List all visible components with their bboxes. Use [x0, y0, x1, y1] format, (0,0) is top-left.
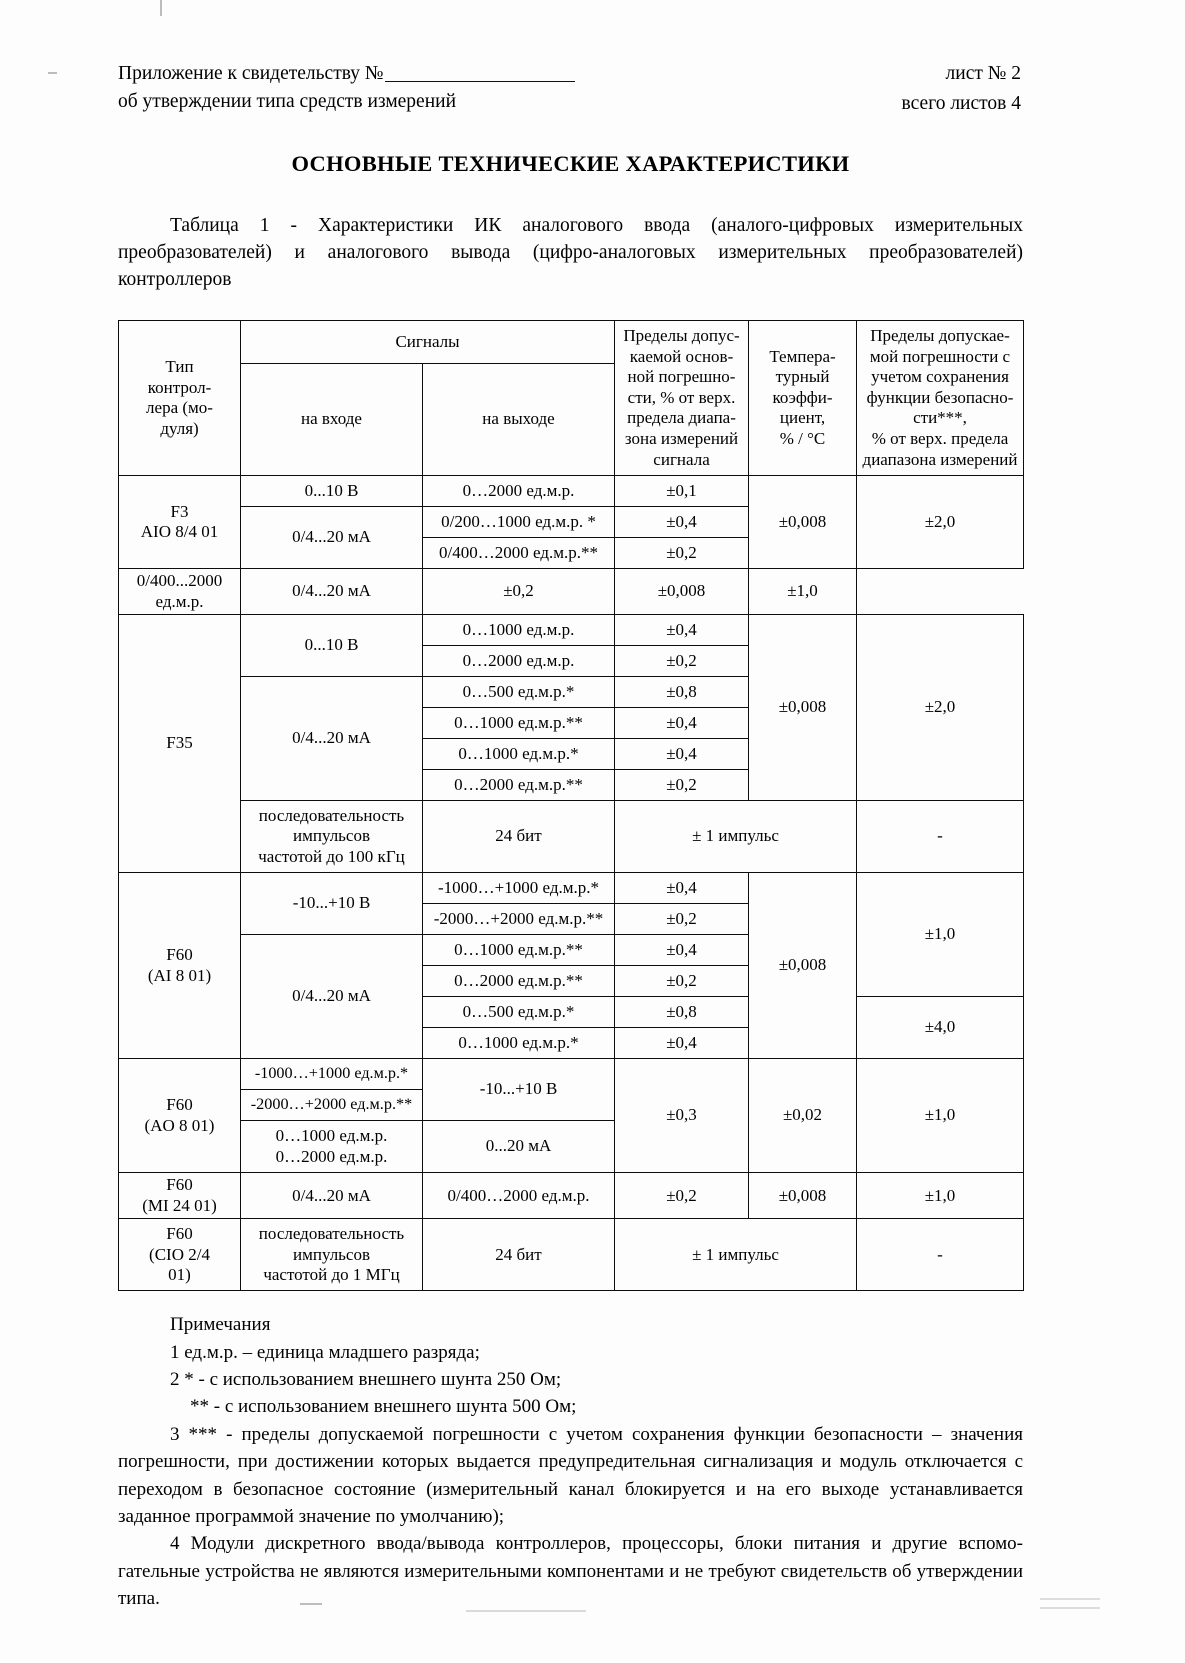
cell-output-signal: 0…2000 ед.м.р.	[423, 646, 615, 677]
note-item-2b: ** - с использованием внешнего шунта 500 Ом;	[190, 1396, 577, 1418]
header-line: Пределы допускае-	[870, 326, 1010, 346]
header-line: коэффи-	[772, 387, 833, 407]
cell-input-signal	[241, 1219, 423, 1291]
cell-input-signal: 0...10 В	[241, 615, 423, 677]
cell-output-signal: 0/200…1000 ед.м.р. *	[423, 507, 615, 538]
cell-controller-type	[119, 873, 241, 1059]
cell-safety-error: ±1,0	[857, 1173, 1024, 1219]
cell-output-signal: 0…500 ед.м.р.*	[423, 997, 615, 1028]
type-line: F60	[166, 1175, 193, 1195]
table-header-row-1	[119, 321, 1024, 364]
table-row	[119, 476, 1024, 507]
header-line: сигнала	[653, 449, 710, 469]
note-item-4: 4 Модули дискретного ввода/вывода контроллеров, процессоры, блоки питания и другие вспомогательные устройства не являются измерительными компонентами и не требуют свидетельств об утверждении типа.	[118, 1533, 1023, 1609]
input-line: импульсов	[292, 1244, 370, 1264]
scan-artifact	[48, 72, 57, 74]
cell-controller-type: F35	[119, 615, 241, 873]
table-row	[119, 801, 1024, 873]
scan-artifact	[1040, 1598, 1100, 1600]
col-header-controller-type	[119, 321, 241, 476]
header-line: дуля)	[160, 418, 199, 438]
table-body	[119, 476, 1024, 1291]
cell-main-error: ±0,2	[615, 538, 749, 569]
cell-output-signal: 0/4...20 мА	[241, 569, 423, 615]
input-line: 0…1000 ед.м.р.	[275, 1126, 388, 1146]
cell-output-signal: 0…1000 ед.м.р.**	[423, 935, 615, 966]
header-right-block	[902, 60, 1023, 117]
header-line: функции безопасно-	[866, 387, 1014, 407]
type-line: F60	[166, 1224, 193, 1243]
cell-output-signal: 0...20 мА	[423, 1121, 615, 1173]
header-line: Темпера-	[769, 346, 836, 366]
table-row	[119, 1219, 1024, 1291]
header-line: каемой основ-	[629, 346, 734, 366]
cell-output-signal: 0/400…2000 ед.м.р.	[423, 1173, 615, 1219]
cell-main-error: ±0,4	[615, 935, 749, 966]
cell-temp-coefficient: ±0,02	[749, 1059, 857, 1173]
header-line: Тип	[165, 356, 194, 376]
cell-output-signal: 24 бит	[423, 1219, 615, 1291]
input-line: последовательность	[258, 805, 405, 825]
certificate-reference-line	[118, 60, 678, 88]
table-row	[119, 615, 1024, 646]
table-caption: Таблица 1 - Характеристики ИК аналогового ввода (аналого-цифровых измерительных преобразователей) и аналогового вывода (цифро-аналоговых измерительных преобразователей) контроллеров	[118, 215, 1023, 291]
cell-output-signal: 0…500 ед.м.р.*	[423, 677, 615, 708]
cell-main-error: ±0,1	[615, 476, 749, 507]
certificate-number-blank	[385, 81, 575, 82]
cell-output-signal: 0…1000 ед.м.р.*	[423, 1028, 615, 1059]
header-line: диапазона измерений	[862, 449, 1018, 469]
document-header	[118, 60, 1023, 117]
sheet-total: всего листов 4	[901, 92, 1021, 114]
cell-safety-error: ±2,0	[857, 476, 1024, 569]
input-line: импульсов	[292, 826, 370, 846]
input-line: частотой до 100 кГц	[258, 847, 405, 866]
header-line: лера (мо-	[146, 398, 213, 418]
header-line: % / °C	[779, 428, 826, 448]
page-title: ОСНОВНЫЕ ТЕХНИЧЕСКИЕ ХАРАКТЕРИСТИКИ	[291, 151, 850, 177]
input-line: частотой до 1 МГц	[263, 1265, 400, 1285]
cell-main-error: ±0,4	[615, 873, 749, 904]
cell-output-signal: 0…2000 ед.м.р.**	[423, 770, 615, 801]
cell-safety-error: -	[857, 801, 1024, 873]
notes-title: Примечания	[170, 1314, 271, 1336]
type-line: F60	[166, 1095, 193, 1115]
table-row	[119, 569, 1024, 615]
header-line: турный	[775, 367, 830, 387]
cell-temp-coefficient: ±0,008	[749, 873, 857, 1059]
cell-temp-coefficient: ±0,008	[749, 615, 857, 801]
cell-output-signal: 0…1000 ед.м.р.*	[423, 739, 615, 770]
header-left-block	[118, 60, 678, 115]
cell-output-signal: 0…1000 ед.м.р.**	[423, 708, 615, 739]
cell-safety-error: ±4,0	[857, 997, 1024, 1059]
cell-output-signal: -2000…+2000 ед.м.р.**	[423, 904, 615, 935]
cell-controller-type	[119, 476, 241, 569]
cell-temp-coefficient: ±0,008	[749, 1173, 857, 1219]
header-line: предела диапа-	[627, 408, 736, 428]
col-header-input: на входе	[241, 364, 423, 476]
type-line: AIO 8/4 01	[140, 522, 219, 542]
cell-input-signal: -1000…+1000 ед.м.р.*	[241, 1059, 423, 1090]
sheet-body	[118, 60, 1023, 1612]
certificate-reference-label: Приложение к свидетельству №	[118, 63, 384, 84]
cell-main-error: ±0,4	[615, 507, 749, 538]
cell-output-signal: 0…2000 ед.м.р.	[423, 476, 615, 507]
cell-main-error: ±0,4	[615, 708, 749, 739]
cell-output-signal: -1000…+1000 ед.м.р.*	[423, 873, 615, 904]
cell-input-signal: -10...+10 В	[241, 873, 423, 935]
table-head	[119, 321, 1024, 476]
cell-output-signal: 0/400…2000 ед.м.р.**	[423, 538, 615, 569]
header-line: % от верх. предела	[871, 428, 1009, 448]
cell-main-error: ±0,2	[423, 569, 615, 615]
cell-input-signal: 0/4...20 мА	[241, 677, 423, 801]
cell-temp-coefficient: ±0,008	[615, 569, 749, 615]
col-header-temperature-coefficient	[749, 321, 857, 476]
input-line: последовательность	[258, 1224, 405, 1243]
sheet-number: лист № 2	[945, 63, 1021, 84]
cell-output-signal: 24 бит	[423, 801, 615, 873]
header-line: ной погрешно-	[627, 367, 736, 387]
cell-controller-type	[119, 1219, 241, 1291]
cell-main-error: ±0,2	[615, 646, 749, 677]
note-item-2: 2 * - с использованием внешнего шунта 250 Ом;	[170, 1369, 562, 1391]
cell-main-error: ±0,8	[615, 997, 749, 1028]
cell-input-signal: 0/4...20 мА	[241, 1173, 423, 1219]
header-line: циент,	[779, 408, 826, 428]
cell-main-error: ±0,4	[615, 1028, 749, 1059]
cell-temp-coefficient: ±0,008	[749, 476, 857, 569]
cell-output-signal: -10...+10 В	[423, 1059, 615, 1121]
header-line: Пределы допус-	[623, 326, 740, 346]
scan-artifact	[160, 0, 162, 16]
cell-main-error: ±0,2	[615, 966, 749, 997]
header-line: сти***,	[913, 408, 967, 428]
cell-output-signal: 0…1000 ед.м.р.	[423, 615, 615, 646]
cell-safety-error: ±1,0	[857, 1059, 1024, 1173]
col-header-signals: Сигналы	[241, 321, 615, 364]
cell-pulse-error: ± 1 импульс	[615, 801, 857, 873]
type-line: (AI 8 01)	[147, 965, 212, 985]
col-header-main-error	[615, 321, 749, 476]
header-line: контрол-	[147, 377, 212, 397]
cell-main-error: ±0,4	[615, 615, 749, 646]
col-header-safety-error	[857, 321, 1024, 476]
note-item-3: 3 *** - пределы допускаемой погрешности с учетом сохранения функции безопасности – значения погрешности, при достижении которых выдается предупредительная сигнализация и модуль отключается с переходом в безопасное состояние (измерительный канал блокируется и на его выходе устанавливается заданное программой значение по умолчанию);	[118, 1423, 1023, 1527]
table-row	[119, 1059, 1024, 1090]
type-line: (AO 8 01)	[144, 1115, 215, 1135]
cell-safety-error: ±1,0	[749, 569, 857, 615]
note-item-1: 1 ед.м.р. – единица младшего разряда;	[170, 1341, 480, 1363]
type-line: (CIO 2/4	[149, 1244, 210, 1264]
type-line: 01)	[168, 1265, 191, 1285]
cell-safety-error: ±2,0	[857, 615, 1024, 801]
certificate-subtitle: об утверждении типа средств измерений	[118, 90, 457, 112]
header-line: зона измерений	[624, 428, 739, 448]
cell-main-error: ±0,2	[615, 904, 749, 935]
cell-main-error: ±0,2	[615, 770, 749, 801]
cell-input-signal: 0/400...2000 ед.м.р.	[119, 569, 241, 615]
cell-controller-type	[119, 1059, 241, 1173]
cell-input-signal	[241, 801, 423, 873]
specifications-table	[118, 320, 1024, 1291]
cell-main-error: ±0,3	[615, 1059, 749, 1173]
type-line: F60	[166, 945, 193, 965]
cell-controller-type	[119, 1173, 241, 1219]
cell-safety-error: ±1,0	[857, 873, 1024, 997]
cell-input-signal: -2000…+2000 ед.м.р.**	[241, 1090, 423, 1121]
header-line: сти, % от верх.	[627, 387, 736, 407]
cell-input-signal: 0/4...20 мА	[241, 935, 423, 1059]
type-line: (MI 24 01)	[142, 1195, 217, 1215]
cell-main-error: ±0,4	[615, 739, 749, 770]
cell-main-error: ±0,2	[615, 1173, 749, 1219]
cell-output-signal: 0…2000 ед.м.р.**	[423, 966, 615, 997]
cell-input-signal: 0...10 В	[241, 476, 423, 507]
cell-safety-error: -	[857, 1219, 1024, 1291]
table-row	[119, 1173, 1024, 1219]
header-line: учетом сохранения	[871, 367, 1009, 387]
cell-input-signal: 0/4...20 мА	[241, 507, 423, 569]
type-line: F3	[170, 501, 189, 521]
cell-pulse-error: ± 1 импульс	[615, 1219, 857, 1291]
table-row	[119, 873, 1024, 904]
notes-section	[118, 1311, 1023, 1612]
col-header-output: на выходе	[423, 364, 615, 476]
cell-input-signal	[241, 1121, 423, 1173]
cell-main-error: ±0,8	[615, 677, 749, 708]
header-line: мой погрешности с	[869, 346, 1011, 366]
scan-artifact	[1040, 1607, 1100, 1609]
input-line: 0…2000 ед.м.р.	[275, 1146, 388, 1166]
